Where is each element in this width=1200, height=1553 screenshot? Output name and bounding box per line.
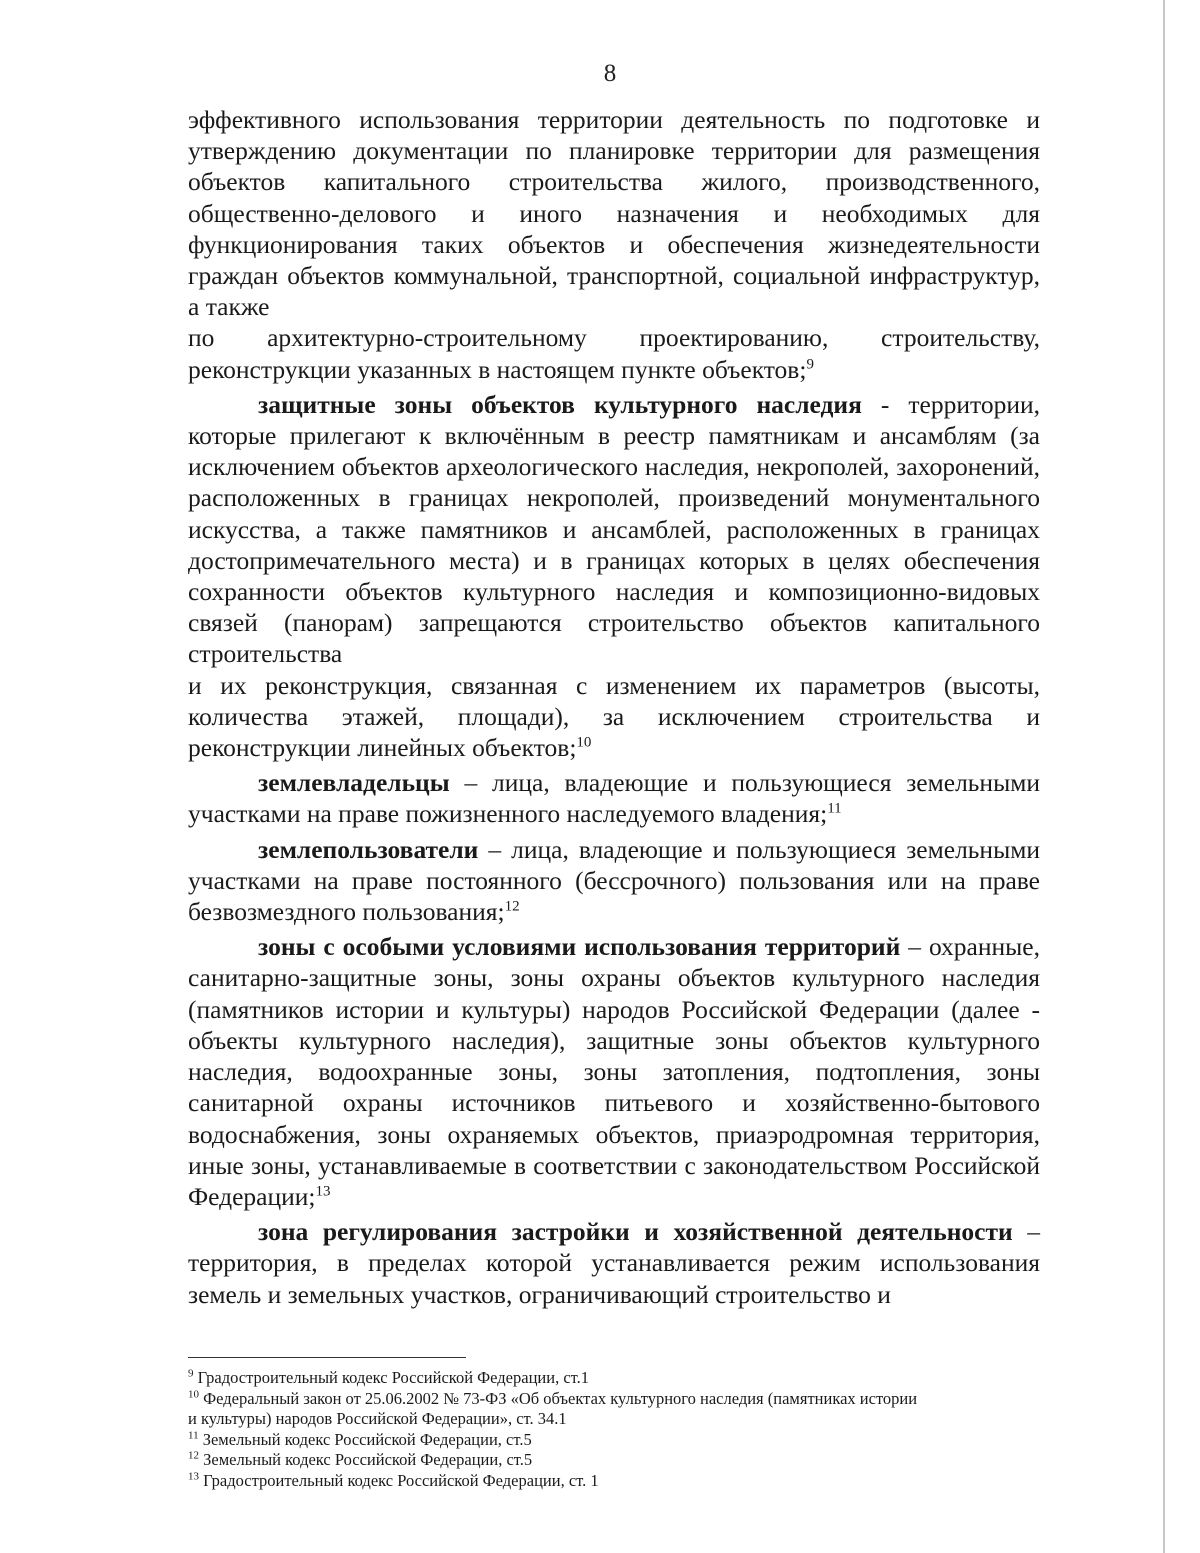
footnote-mark: 12	[188, 1449, 199, 1462]
definition-text: – лица, владеющие и пользующиеся земельными участками на праве пожизненного наследуемого владения;	[188, 768, 1040, 829]
defined-term: землевладельцы	[258, 768, 450, 798]
defined-term: землепользователи	[258, 834, 479, 864]
footnote-text: Градостроительный кодекс Российской Федерации, ст.1	[193, 1368, 589, 1387]
footnote-mark: 11	[188, 1429, 199, 1441]
definition-paragraph	[188, 767, 1040, 829]
footnote	[188, 1450, 1034, 1471]
paragraph-text: эффективного использования территории деятельность по подготовке и утверждению документации по планировке территории для размещения объектов капитального строительства жилого, производственного, общественно-делового и иного назначения и необходимых для функционирования таких объектов и обеспечения жизнедеятельности граждан объектов коммунальной, транспортной, социальной инфраструктур, а также	[188, 105, 1040, 322]
defined-term: защитные зоны объектов культурного наследия	[258, 389, 862, 419]
footnote-ref: 12	[504, 898, 520, 915]
page-number: 8	[603, 60, 617, 87]
paragraph	[188, 322, 1040, 384]
paragraph-text: и их реконструкция, связанная с изменением их параметров (высоты, количества этажей, площади), за исключением строительства и реконструкции линейных объектов;	[188, 670, 1040, 763]
scan-page-edge	[1163, 0, 1165, 1553]
definition-text: – охранные, санитарно-защитные зоны, зоны охраны объектов культурного наследия (памятников истории и культуры) народов Российской Федерации (далее - объекты культурного наследия), защитные зоны объектов культурного наследия, водоохранные зоны, зоны затопления, подтопления, зоны санитарной охраны источников питьевого и хозяйственно-бытового водоснабжения, зоны охраняемых объектов, приаэродромная территория, иные зоны, устанавливаемые в соответствии с законодательством Российской Федерации;	[188, 932, 1040, 1211]
footnotes	[188, 1368, 1034, 1491]
footnote-text: Земельный кодекс Российской Федерации, ст.5	[198, 1429, 532, 1449]
footnote-separator	[188, 1357, 466, 1358]
definition-paragraph	[188, 834, 1040, 928]
definition-text: - территории, которые прилегают к включённым в реестр памятникам и ансамблям (за исключением объектов археологического наследия, некрополей, захоронений, расположенных в границах некрополей, произведений монументального искусства, а также памятников и ансамблей, расположенных в границах достопримечательного места) и в границах которых в целях обеспечения сохранности объектов культурного наследия и композиционно-видовых связей (панорам) запрещаются строительство объектов капитального строительства	[188, 389, 1040, 669]
footnote-text: Земельный кодекс Российской Федерации, ст.5	[199, 1450, 533, 1469]
footnote-mark: 10	[188, 1388, 199, 1400]
defined-term: зоны с особыми условиями использования территорий	[258, 932, 901, 962]
definition-text: – территория, в пределах которой устанавливается режим использования земель и земельных участков, ограничивающий строительство и	[188, 1217, 1040, 1309]
definition-text: – лица, владеющие и пользующиеся земельными участками на праве постоянного (бессрочного) пользования или на праве безвозмездного пользования;	[188, 834, 1040, 927]
definition-paragraph	[188, 1216, 1040, 1310]
footnote-mark: 9	[188, 1367, 194, 1380]
footnote	[188, 1471, 1034, 1492]
footnote-ref: 13	[315, 1183, 331, 1200]
footnote-text: Градостроительный кодекс Российской Федерации, ст. 1	[199, 1470, 599, 1490]
paragraph	[188, 104, 1040, 322]
footnote-ref: 11	[827, 800, 842, 817]
footnote-text: Федеральный закон от 25.06.2002 № 73-ФЗ «Об объектах культурного наследия (памятниках истории	[199, 1388, 918, 1408]
footnote-text: и культуры) народов Российской Федерации», ст. 34.1	[188, 1409, 567, 1428]
definition-paragraph	[188, 931, 1040, 1212]
footnote	[188, 1409, 1034, 1430]
document-body	[188, 104, 1040, 1310]
paragraph	[188, 670, 1040, 764]
footnote	[188, 1430, 1034, 1451]
footnote-ref: 9	[806, 356, 814, 373]
defined-term: зона регулирования застройки и хозяйственной деятельности	[258, 1217, 1013, 1247]
footnote-ref: 10	[576, 734, 592, 751]
footnote-mark: 13	[188, 1470, 199, 1482]
footnote	[188, 1389, 1034, 1410]
footnote	[188, 1368, 1034, 1389]
paragraph-text: по архитектурно-строительному проектированию, строительству, реконструкции указанных в настоящем пункте объектов;	[188, 323, 1040, 384]
definition-paragraph	[188, 389, 1040, 670]
